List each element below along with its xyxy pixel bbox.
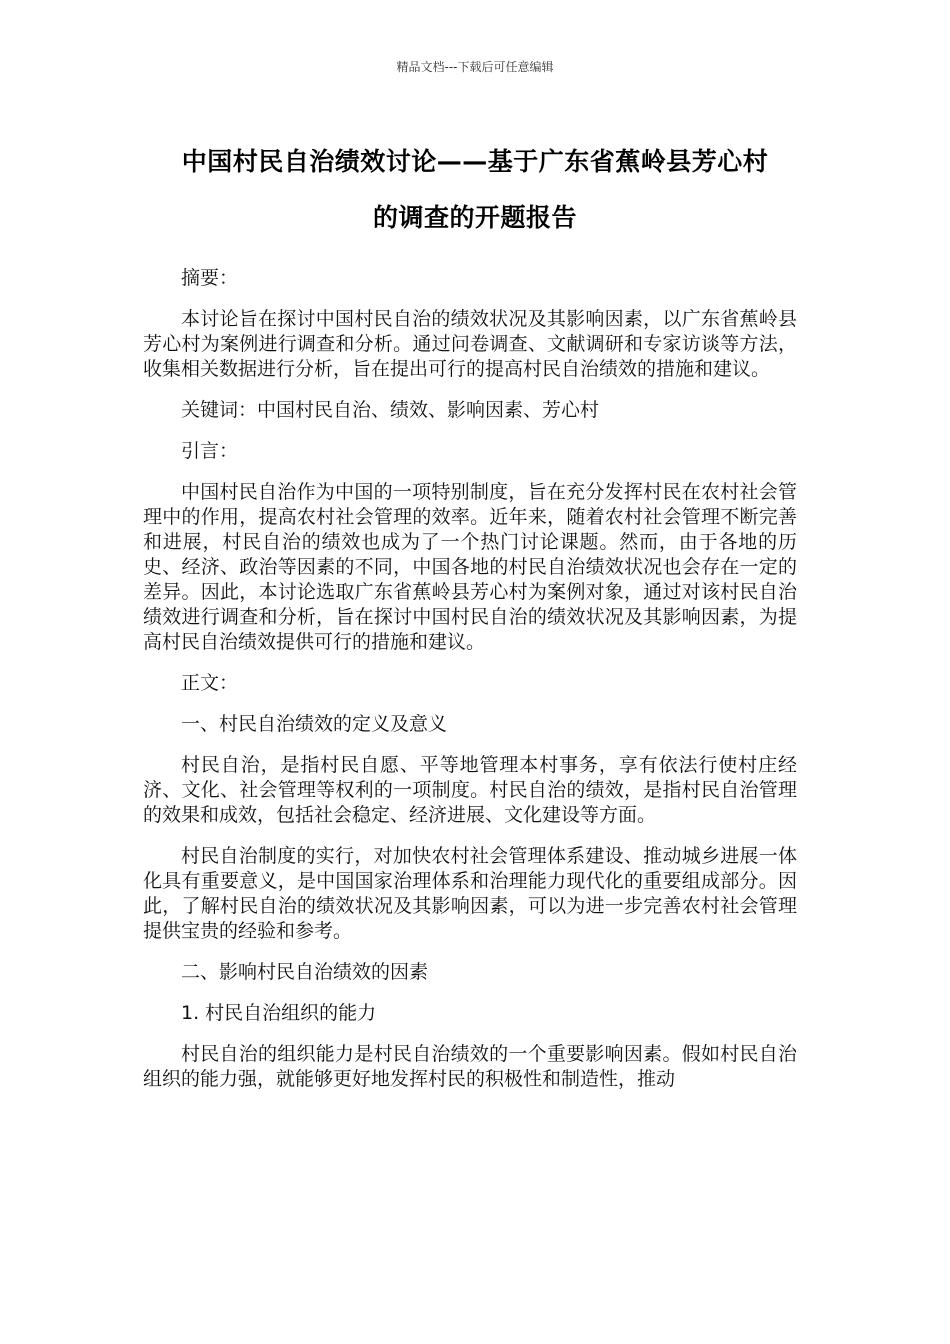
header-note: 精品文档---下载后可任意编辑 [396, 60, 554, 74]
title-line-1: 中国村民自治绩效讨论——基于广东省蕉岭县芳心村 [181, 147, 769, 176]
document-body [143, 266, 797, 1092]
section-1-paragraph-2: 村民自治制度的实行，对加快农村社会管理体系建设、推动城乡进展一体化具有重要意义，是中国国家治理体系和治理能力现代化的重要组成部分。因此，了解村民自治的绩效状况及其影响因素，可以为进一步完善农村社会管理提供宝贵的经验和参考。 [143, 845, 797, 942]
subsection-1-paragraph: 村民自治的组织能力是村民自治绩效的一个重要影响因素。假如村民自治组织的能力强，就能够更好地发挥村民的积极性和制造性，推动 [143, 1043, 797, 1090]
section-2-heading: 二、影响村民自治绩效的因素 [181, 961, 429, 983]
subsection-1-heading: 1. 村民自治组织的能力 [181, 1002, 377, 1024]
document-title [130, 134, 820, 246]
section-1-heading: 一、村民自治绩效的定义及意义 [181, 713, 448, 735]
abstract-heading: 摘要： [181, 267, 239, 289]
keywords: 关键词：中国村民自治、绩效、影响因素、芳心村 [181, 399, 600, 421]
title-line-2: 的调查的开题报告 [372, 203, 577, 232]
abstract-text: 本讨论旨在探讨中国村民自治的绩效状况及其影响因素，以广东省蕉岭县芳心村为案例进行调查和分析。通过问卷调查、文献调研和专家访谈等方法，收集相关数据进行分析，旨在提出可行的提高村民自治绩效的措施和建议。 [143, 308, 797, 380]
intro-heading: 引言： [181, 440, 239, 462]
main-text-heading: 正文： [181, 672, 239, 694]
section-1-paragraph-1: 村民自治，是指村民自愿、平等地管理本村事务，享有依法行使村庄经济、文化、社会管理等权利的一项制度。村民自治的绩效，是指村民自治管理的效果和成效，包括社会稳定、经济进展、文化建设等方面。 [143, 754, 797, 826]
intro-text: 中国村民自治作为中国的一项特别制度，旨在充分发挥村民在农村社会管理中的作用，提高农村社会管理的效率。近年来，随着农村社会管理不断完善和进展，村民自治的绩效也成为了一个热门讨论课题。然而，由于各地的历史、经济、政治等因素的不同，中国各地的村民自治绩效状况也会存在一定的差异。因此，本讨论选取广东省蕉岭县芳心村为案例对象，通过对该村民自治绩效进行调查和分析，旨在探讨中国村民自治的绩效状况及其影响因素，为提高村民自治绩效提供可行的措施和建议。 [143, 481, 797, 653]
